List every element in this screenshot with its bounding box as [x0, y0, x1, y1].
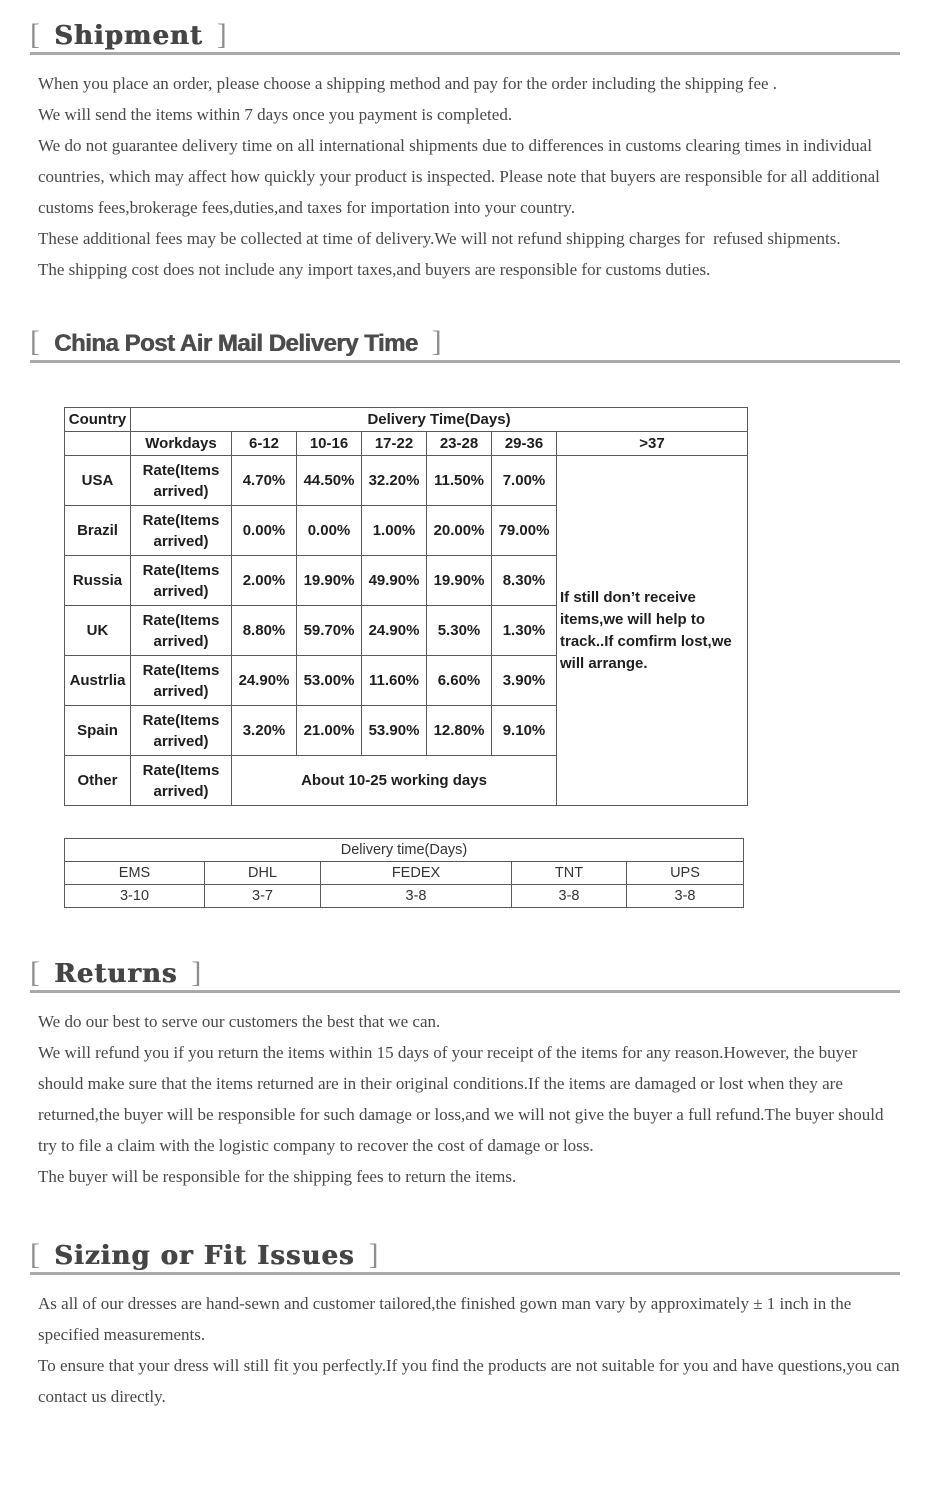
country-cell: Spain — [65, 706, 131, 756]
table-row-usa — [65, 456, 748, 506]
rate-cell: 19.90% — [427, 556, 492, 606]
empty-cell — [65, 432, 131, 456]
workdays-header-cell: Workdays — [131, 432, 232, 456]
carrier-cell: FEDEX — [321, 862, 512, 885]
rate-cell: 24.90% — [362, 606, 427, 656]
table-header-row-2 — [65, 432, 748, 456]
express-days-row — [65, 885, 744, 908]
returns-title: Returns — [54, 959, 178, 989]
country-cell: UK — [65, 606, 131, 656]
returns-section-header — [30, 956, 900, 993]
left-bracket: [ — [30, 18, 40, 51]
rate-label-cell: Rate(Items arrived) — [131, 556, 232, 606]
express-title-cell: Delivery time(Days) — [65, 839, 744, 862]
rate-cell: 49.90% — [362, 556, 427, 606]
express-carriers-row — [65, 862, 744, 885]
rate-cell: 11.60% — [362, 656, 427, 706]
left-bracket: [ — [30, 1238, 40, 1271]
rate-cell: 11.50% — [427, 456, 492, 506]
country-cell: USA — [65, 456, 131, 506]
rate-cell: 2.00% — [232, 556, 297, 606]
rate-label-cell: Rate(Items arrived) — [131, 456, 232, 506]
rate-label-cell: Rate(Items arrived) — [131, 656, 232, 706]
express-table-title-row — [65, 839, 744, 862]
days-cell: 3-8 — [512, 885, 627, 908]
country-cell: Russia — [65, 556, 131, 606]
gt37-note-cell: If still don’t receive items,we will help to track..If comfirm lost,we will arrange. — [557, 456, 748, 806]
rate-label-cell: Rate(Items arrived) — [131, 706, 232, 756]
rate-cell: 3.20% — [232, 706, 297, 756]
rate-cell: 12.80% — [427, 706, 492, 756]
rate-cell: 9.10% — [492, 706, 557, 756]
rate-cell: 8.30% — [492, 556, 557, 606]
rate-cell: 79.00% — [492, 506, 557, 556]
range-header-cell: 29-36 — [492, 432, 557, 456]
left-bracket: [ — [30, 956, 40, 989]
delivery-time-header-cell: Delivery Time(Days) — [131, 408, 748, 432]
sizing-text — [38, 1288, 904, 1412]
rate-label-cell: Rate(Items arrived) — [131, 506, 232, 556]
range-header-cell: 10-16 — [297, 432, 362, 456]
rate-cell: 3.90% — [492, 656, 557, 706]
rate-cell: 53.90% — [362, 706, 427, 756]
country-header-cell: Country — [65, 408, 131, 432]
carrier-cell: UPS — [627, 862, 744, 885]
days-cell: 3-10 — [65, 885, 205, 908]
carrier-cell: TNT — [512, 862, 627, 885]
sizing-title: Sizing or Fit Issues — [54, 1241, 355, 1271]
returns-paragraph: We will refund you if you return the items within 15 days of your receipt of the items for any reason.However, the buyer should make sure that the items returned are in their original conditions.If the items are damaged or lost when they are returned,the buyer will be responsible for such damage or loss,and we will not give the buyer a full refund.The buyer should try to file a claim with the logistic company to recover the cost of damage or loss. — [38, 1043, 888, 1155]
rate-cell: 21.00% — [297, 706, 362, 756]
returns-paragraph: The buyer will be responsible for the shipping fees to return the items. — [38, 1167, 517, 1186]
range-header-cell: 17-22 — [362, 432, 427, 456]
rate-cell: 5.30% — [427, 606, 492, 656]
china-post-delivery-table — [64, 407, 748, 806]
rate-cell: 24.90% — [232, 656, 297, 706]
rate-label-cell: Rate(Items arrived) — [131, 756, 232, 806]
right-bracket: ] — [368, 1238, 379, 1271]
range-header-cell: 23-28 — [427, 432, 492, 456]
rate-cell: 1.30% — [492, 606, 557, 656]
rate-cell: 59.70% — [297, 606, 362, 656]
shipment-paragraph: When you place an order, please choose a shipping method and pay for the order including the shipping fee . — [38, 74, 778, 93]
other-note-cell: About 10-25 working days — [232, 756, 557, 806]
range-header-cell: >37 — [557, 432, 748, 456]
left-bracket: [ — [30, 325, 40, 358]
rate-cell: 0.00% — [297, 506, 362, 556]
days-cell: 3-7 — [205, 885, 321, 908]
rate-cell: 6.60% — [427, 656, 492, 706]
returns-paragraph: We do our best to serve our customers the best that we can. — [38, 1012, 441, 1031]
right-bracket: ] — [431, 325, 442, 358]
shipment-section-header — [30, 18, 900, 55]
carrier-cell: DHL — [205, 862, 321, 885]
shipment-title: Shipment — [54, 21, 203, 51]
range-header-cell: 6-12 — [232, 432, 297, 456]
sizing-paragraph: To ensure that your dress will still fit you perfectly.If you find the products are not suitable for you and have questions,you can contact us directly. — [38, 1356, 904, 1406]
shipment-paragraph: We will send the items within 7 days once you payment is completed. — [38, 105, 513, 124]
shipment-paragraph: These additional fees may be collected at time of delivery.We will not refund shipping charges for refused shipments. — [38, 229, 841, 248]
carrier-cell: EMS — [65, 862, 205, 885]
rate-cell: 4.70% — [232, 456, 297, 506]
rate-cell: 0.00% — [232, 506, 297, 556]
returns-text — [38, 1006, 900, 1192]
country-cell: Other — [65, 756, 131, 806]
days-cell: 3-8 — [627, 885, 744, 908]
sizing-section-header — [30, 1238, 900, 1275]
rate-label-cell: Rate(Items arrived) — [131, 606, 232, 656]
table-header-row-1 — [65, 408, 748, 432]
express-delivery-table — [64, 838, 744, 908]
country-cell: Austrlia — [65, 656, 131, 706]
rate-cell: 1.00% — [362, 506, 427, 556]
days-cell: 3-8 — [321, 885, 512, 908]
china-post-title: China Post Air Mail Delivery Time — [54, 330, 418, 357]
rate-cell: 7.00% — [492, 456, 557, 506]
shipment-paragraph: We do not guarantee delivery time on all international shipments due to differences in customs clearing times in individual countries, which may affect how quickly your product is inspected. Please note that buyers are responsible for all additional customs fees,brokerage fees,duties,and taxes for importation into your country. — [38, 136, 885, 217]
rate-cell: 8.80% — [232, 606, 297, 656]
sizing-paragraph: As all of our dresses are hand-sewn and customer tailored,the finished gown man vary by approximately ± 1 inch in the specified measurements. — [38, 1294, 856, 1344]
rate-cell: 53.00% — [297, 656, 362, 706]
rate-cell: 44.50% — [297, 456, 362, 506]
rate-cell: 19.90% — [297, 556, 362, 606]
right-bracket: ] — [216, 18, 227, 51]
rate-cell: 32.20% — [362, 456, 427, 506]
shipment-text — [38, 68, 900, 285]
rate-cell: 20.00% — [427, 506, 492, 556]
china-post-section-header — [30, 325, 900, 363]
country-cell: Brazil — [65, 506, 131, 556]
right-bracket: ] — [191, 956, 202, 989]
shipment-paragraph: The shipping cost does not include any import taxes,and buyers are responsible for customs duties. — [38, 260, 711, 279]
